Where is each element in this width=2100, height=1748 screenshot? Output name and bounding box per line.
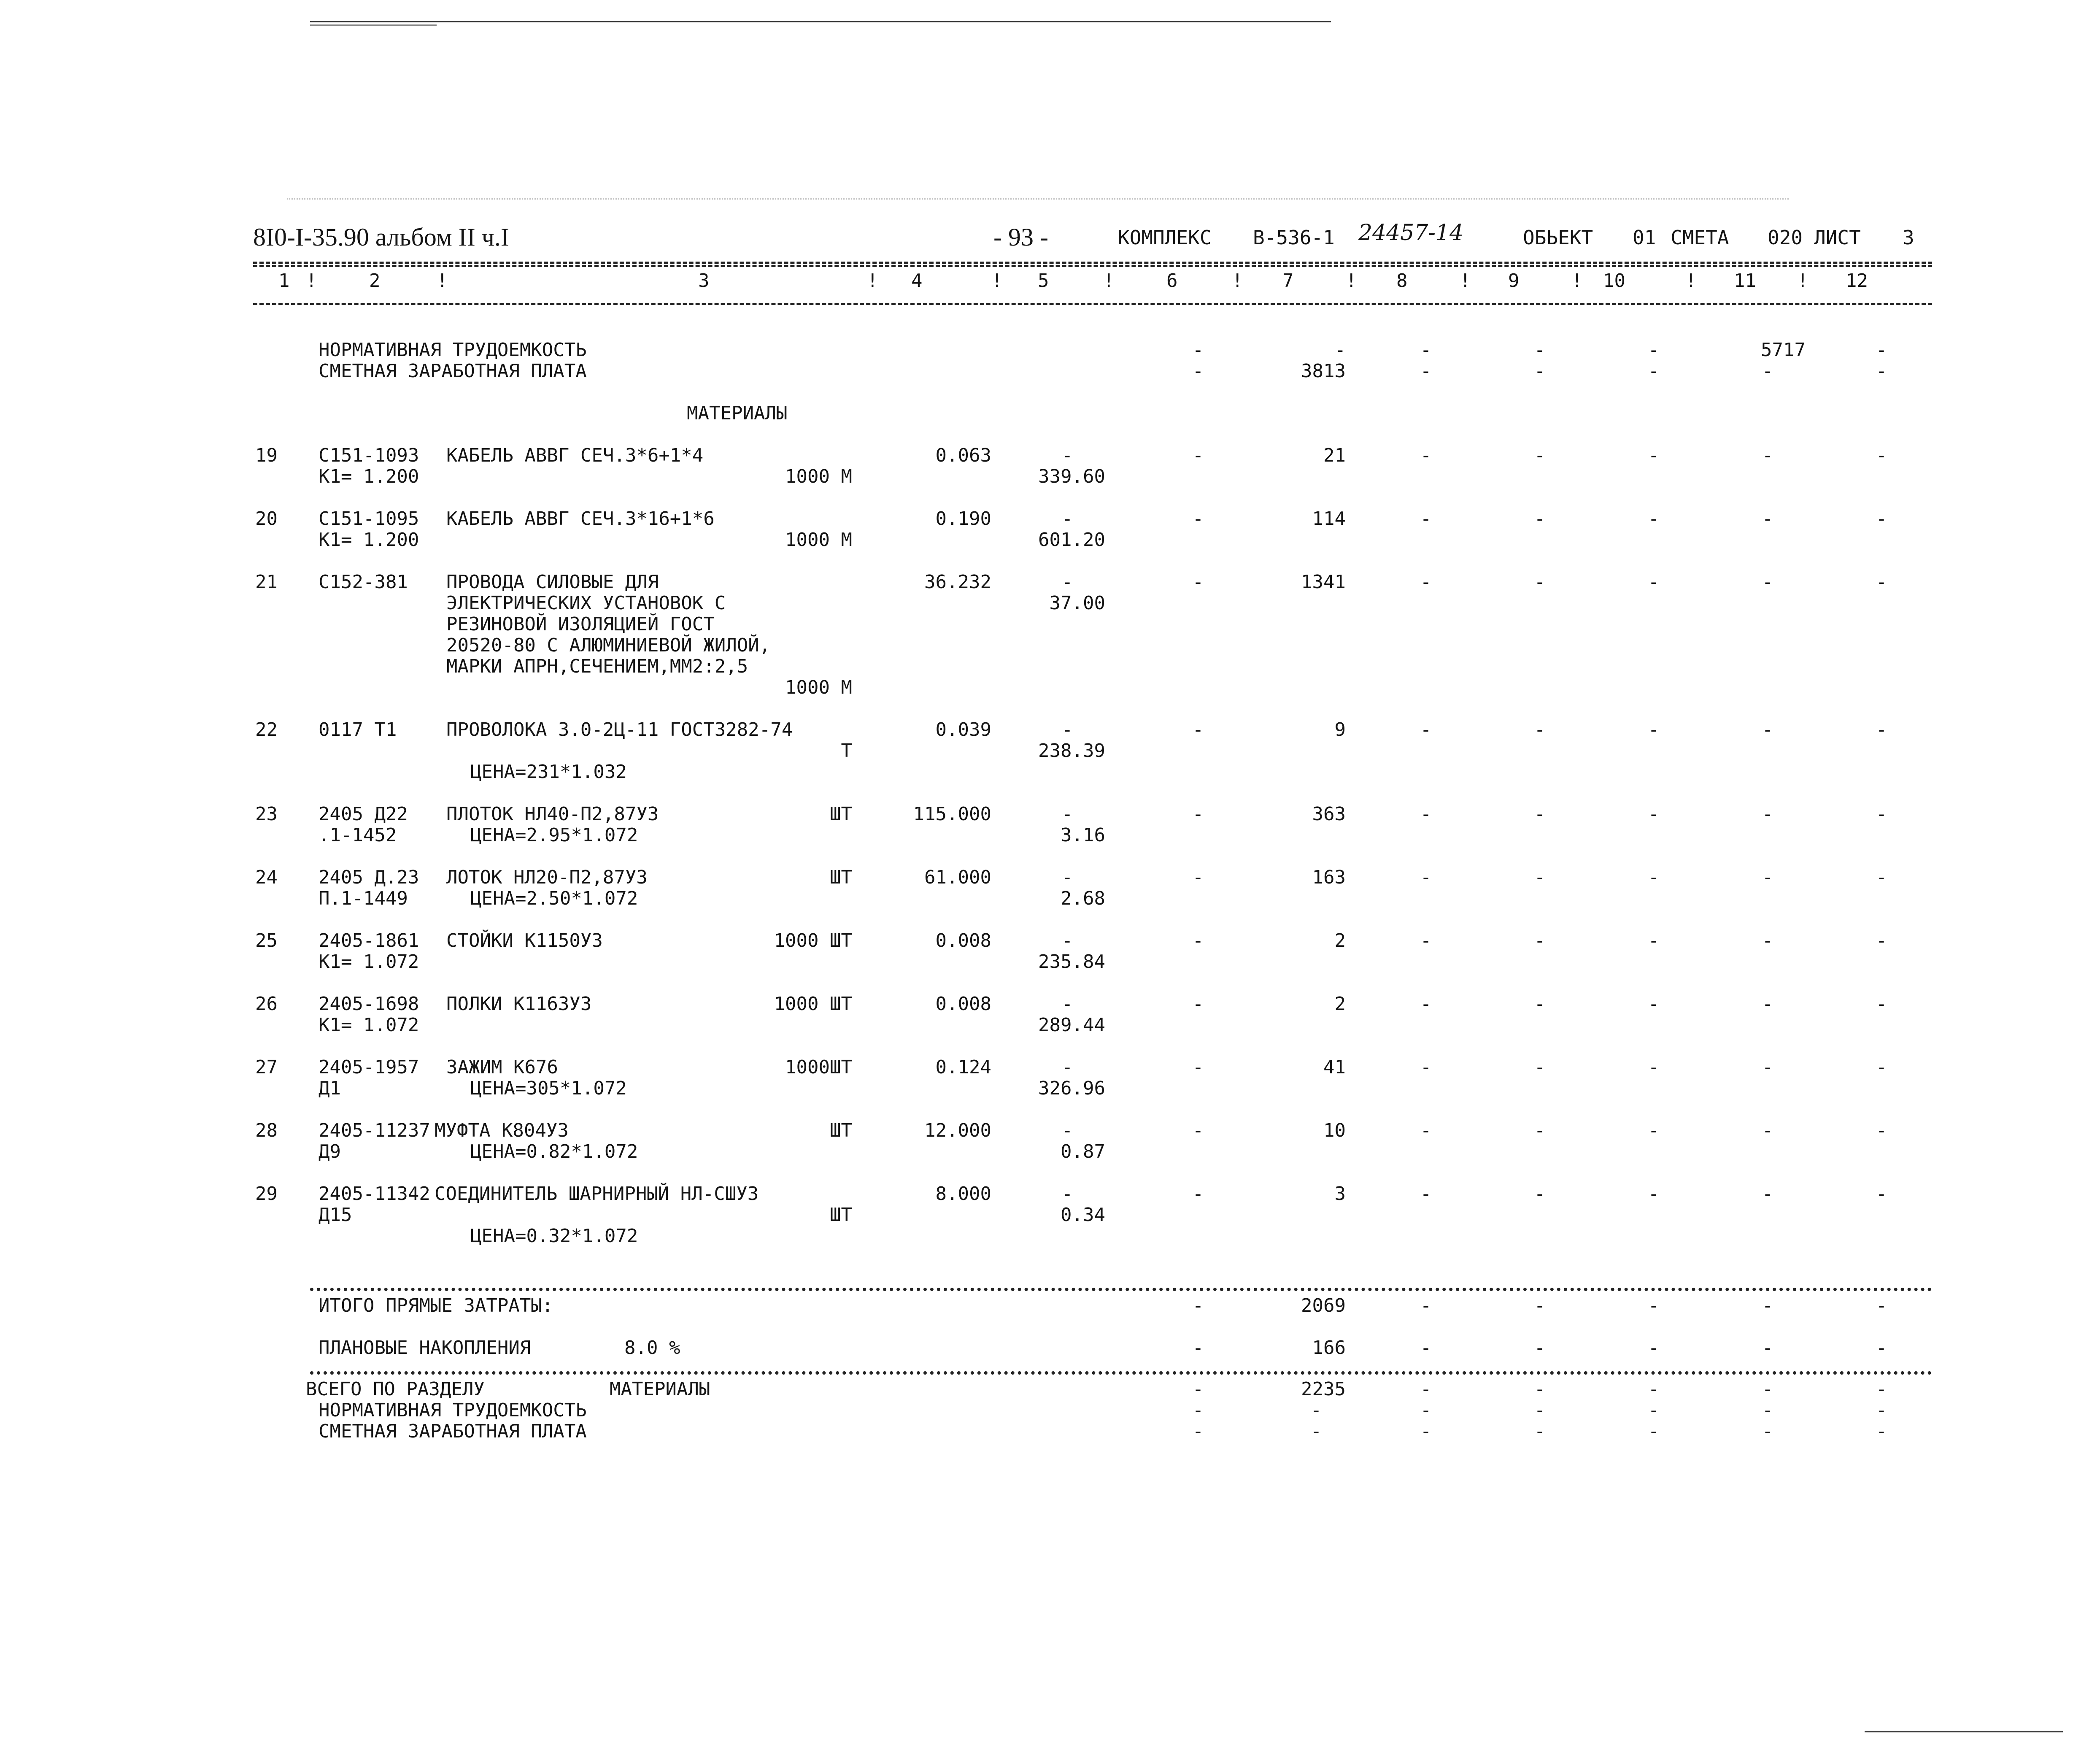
- row-price-dash: -: [1061, 719, 1073, 740]
- object-label: ОБЬЕКТ: [1523, 226, 1593, 249]
- row-unit: 1000 ШТ: [774, 930, 852, 951]
- row-code: 2405-11237: [319, 1120, 430, 1141]
- row-c7: 2: [1334, 993, 1346, 1015]
- col-9: 9: [1508, 270, 1520, 292]
- row-c8: -: [1420, 1120, 1432, 1141]
- row-c9: -: [1534, 930, 1546, 951]
- row-code-2: Д15: [319, 1204, 352, 1226]
- row-c11: -: [1762, 930, 1773, 951]
- wage-c7: 3813: [1301, 360, 1346, 382]
- row-c10: -: [1648, 1056, 1660, 1078]
- row-price-note: ЦЕНА=0.32*1.072: [470, 1225, 638, 1247]
- row-c8: -: [1420, 930, 1432, 951]
- row-c10: -: [1648, 803, 1660, 825]
- row-code-2: П.1-1449: [319, 888, 408, 909]
- row-c7: 114: [1312, 508, 1346, 530]
- wage-c9: -: [1534, 360, 1546, 382]
- total-wage-c11: -: [1762, 1421, 1773, 1442]
- row-code: С151-1095: [319, 508, 419, 530]
- header-rule-1: [253, 262, 1932, 264]
- row-c6: -: [1192, 445, 1204, 466]
- row-price: 326.96: [1038, 1078, 1105, 1099]
- row-c10: -: [1648, 445, 1660, 466]
- row-c8: -: [1420, 719, 1432, 740]
- total-wage-c6: -: [1192, 1421, 1204, 1442]
- row-name: КАБЕЛЬ АВВГ СЕЧ.3*6+1*4: [446, 445, 704, 466]
- row-code: 0117 Т1: [319, 719, 397, 740]
- row-c10: -: [1648, 1183, 1660, 1205]
- total-wage-c9: -: [1534, 1421, 1546, 1442]
- row-qty: 0.039: [935, 719, 991, 740]
- row-unit: 1000 М: [785, 529, 852, 551]
- col-sep: !: [1460, 270, 1471, 292]
- row-price: 601.20: [1038, 529, 1105, 551]
- row-c6: -: [1192, 719, 1204, 740]
- total-labor-c11: -: [1762, 1399, 1773, 1421]
- row-c10: -: [1648, 719, 1660, 740]
- row-price: 3.16: [1061, 824, 1105, 846]
- row-c8: -: [1420, 1183, 1432, 1205]
- row-price: 0.34: [1061, 1204, 1105, 1226]
- labor-c7: -: [1334, 339, 1346, 361]
- planned-label: ПЛАНОВЫЕ НАКОПЛЕНИЯ: [319, 1337, 531, 1359]
- row-qty: 12.000: [924, 1120, 991, 1141]
- row-price-dash: -: [1061, 1056, 1073, 1078]
- row-c11: -: [1762, 867, 1773, 888]
- labor-label: НОРМАТИВНАЯ ТРУДОЕМКОСТЬ: [319, 339, 587, 361]
- planned-c12: -: [1876, 1337, 1887, 1359]
- total-wage-label: СМЕТНАЯ ЗАРАБОТНАЯ ПЛАТА: [319, 1421, 587, 1442]
- col-sep: !: [437, 270, 448, 292]
- row-code-2: К1= 1.072: [319, 951, 419, 973]
- row-name: МУФТА К804У3: [435, 1120, 569, 1141]
- col-11: 11: [1734, 270, 1756, 292]
- col-sep: !: [1571, 270, 1583, 292]
- total-labor-c10: -: [1648, 1399, 1660, 1421]
- row-c10: -: [1648, 993, 1660, 1015]
- labor-c10: -: [1648, 339, 1660, 361]
- row-code: 2405-11342: [319, 1183, 430, 1205]
- row-code-2: К1= 1.200: [319, 529, 419, 551]
- col-sep: !: [1797, 270, 1808, 292]
- row-c11: -: [1762, 1056, 1773, 1078]
- row-qty: 61.000: [924, 867, 991, 888]
- col-3: 3: [698, 270, 710, 292]
- row-unit: ШТ: [830, 1204, 852, 1226]
- row-unit: 1000 М: [785, 677, 852, 698]
- row-c7: 41: [1323, 1056, 1346, 1078]
- column-number-row: [253, 270, 1932, 295]
- section-title: МАТЕРИАЛЫ: [687, 403, 788, 424]
- row-c6: -: [1192, 1183, 1204, 1205]
- wage-label: СМЕТНАЯ ЗАРАБОТНАЯ ПЛАТА: [319, 360, 587, 382]
- total-labor-c8: -: [1420, 1399, 1432, 1421]
- section-total-label: ВСЕГО ПО РАЗДЕЛУ: [306, 1378, 485, 1400]
- totals-dotted-rule: [310, 1288, 1932, 1291]
- row-c8: -: [1420, 445, 1432, 466]
- row-number: 23: [255, 803, 278, 825]
- section-c10: -: [1648, 1378, 1660, 1400]
- row-code: 2405-1861: [319, 930, 419, 951]
- row-c11: -: [1762, 571, 1773, 593]
- row-c11: -: [1762, 1183, 1773, 1205]
- direct-costs-label: ИТОГО ПРЯМЫЕ ЗАТРАТЫ:: [319, 1295, 553, 1316]
- row-price-dash: -: [1061, 571, 1073, 593]
- complex-label: КОМПЛЕКС: [1118, 226, 1212, 249]
- row-name: РЕЗИНОВОЙ ИЗОЛЯЦИЕЙ ГОСТ: [446, 613, 715, 635]
- row-c12: -: [1876, 867, 1887, 888]
- row-c8: -: [1420, 993, 1432, 1015]
- total-labor-c12: -: [1876, 1399, 1887, 1421]
- row-c10: -: [1648, 508, 1660, 530]
- total-labor-c9: -: [1534, 1399, 1546, 1421]
- labor-c12: -: [1876, 339, 1887, 361]
- row-c7: 21: [1323, 445, 1346, 466]
- section-c9: -: [1534, 1378, 1546, 1400]
- wage-c8: -: [1420, 360, 1432, 382]
- row-number: 19: [255, 445, 278, 466]
- total-wage-c10: -: [1648, 1421, 1660, 1442]
- row-price: 339.60: [1038, 466, 1105, 487]
- page-number: - 93 -: [993, 223, 1048, 251]
- row-unit: 1000ШТ: [785, 1056, 852, 1078]
- row-code: С151-1093: [319, 445, 419, 466]
- labor-c9: -: [1534, 339, 1546, 361]
- col-sep: !: [306, 270, 317, 292]
- row-price-note: ЦЕНА=231*1.032: [470, 761, 627, 783]
- total-wage-c8: -: [1420, 1421, 1432, 1442]
- row-number: 28: [255, 1120, 278, 1141]
- direct-c9: -: [1534, 1295, 1546, 1316]
- row-qty: 0.008: [935, 993, 991, 1015]
- row-unit: Т: [841, 740, 852, 762]
- row-c12: -: [1876, 930, 1887, 951]
- row-c6: -: [1192, 571, 1204, 593]
- planned-percent: 8.0 %: [624, 1337, 680, 1359]
- row-c11: -: [1762, 445, 1773, 466]
- row-c12: -: [1876, 993, 1887, 1015]
- total-labor-c6: -: [1192, 1399, 1204, 1421]
- labor-c8: -: [1420, 339, 1432, 361]
- row-c6: -: [1192, 803, 1204, 825]
- row-c8: -: [1420, 803, 1432, 825]
- planned-c9: -: [1534, 1337, 1546, 1359]
- labor-c6: -: [1192, 339, 1204, 361]
- row-unit: 1000 М: [785, 466, 852, 487]
- row-code: 2405 Д.23: [319, 867, 419, 888]
- col-8: 8: [1396, 270, 1408, 292]
- row-c6: -: [1192, 867, 1204, 888]
- row-name: ЛОТОК НЛ20-П2,87У3: [446, 867, 648, 888]
- row-price-note: ЦЕНА=0.82*1.072: [470, 1141, 638, 1162]
- row-number: 20: [255, 508, 278, 530]
- row-c7: 2: [1334, 930, 1346, 951]
- row-price-dash: -: [1061, 1120, 1073, 1141]
- page-header: [253, 220, 1932, 257]
- total-wage-c7: -: [1310, 1421, 1322, 1442]
- handwritten-number: 24457-14: [1358, 220, 1464, 246]
- row-c6: -: [1192, 1056, 1204, 1078]
- row-code-2: К1= 1.200: [319, 466, 419, 487]
- row-c12: -: [1876, 508, 1887, 530]
- col-5: 5: [1038, 270, 1049, 292]
- row-c9: -: [1534, 508, 1546, 530]
- row-unit: ШТ: [830, 803, 852, 825]
- row-c12: -: [1876, 1183, 1887, 1205]
- planned-c11: -: [1762, 1337, 1773, 1359]
- row-price-note: ЦЕНА=2.95*1.072: [470, 824, 638, 846]
- direct-c6: -: [1192, 1295, 1204, 1316]
- row-price-note: ЦЕНА=2.50*1.072: [470, 888, 638, 909]
- row-c7: 9: [1334, 719, 1346, 740]
- bottom-scan-line: [1865, 1731, 2063, 1732]
- col-7: 7: [1282, 270, 1294, 292]
- row-code-2: Д1: [319, 1078, 341, 1099]
- row-price-dash: -: [1061, 445, 1073, 466]
- col-sep: !: [867, 270, 878, 292]
- row-c11: -: [1762, 719, 1773, 740]
- section-c11: -: [1762, 1378, 1773, 1400]
- row-c9: -: [1534, 1056, 1546, 1078]
- row-unit: ШТ: [830, 1120, 852, 1141]
- col-6: 6: [1166, 270, 1178, 292]
- row-unit: 1000 ШТ: [774, 993, 852, 1015]
- row-qty: 8.000: [935, 1183, 991, 1205]
- top-faint-dots: [287, 198, 1789, 200]
- row-c7: 363: [1312, 803, 1346, 825]
- row-name: ПОЛКИ К1163У3: [446, 993, 592, 1015]
- row-c11: -: [1762, 993, 1773, 1015]
- row-c12: -: [1876, 1056, 1887, 1078]
- row-qty: 115.000: [913, 803, 991, 825]
- sheet-number: 3: [1903, 226, 1914, 249]
- row-qty: 0.124: [935, 1056, 991, 1078]
- row-name: СОЕДИНИТЕЛЬ ШАРНИРНЫЙ НЛ-СШУ3: [435, 1183, 759, 1205]
- row-qty: 0.190: [935, 508, 991, 530]
- row-price: 0.87: [1061, 1141, 1105, 1162]
- row-code: 2405-1698: [319, 993, 419, 1015]
- direct-c12: -: [1876, 1295, 1887, 1316]
- row-c9: -: [1534, 993, 1546, 1015]
- row-c10: -: [1648, 571, 1660, 593]
- complex-code: В-536-1: [1253, 226, 1335, 249]
- row-c6: -: [1192, 993, 1204, 1015]
- direct-c10: -: [1648, 1295, 1660, 1316]
- col-4: 4: [911, 270, 923, 292]
- col-2: 2: [369, 270, 381, 292]
- col-sep: !: [1103, 270, 1115, 292]
- total-labor-c7: -: [1310, 1399, 1322, 1421]
- estimate-number: 020: [1768, 226, 1803, 249]
- col-1: 1: [278, 270, 290, 292]
- row-name: ЗАЖИМ К676: [446, 1056, 558, 1078]
- row-c7: 10: [1323, 1120, 1346, 1141]
- col-sep: !: [1685, 270, 1697, 292]
- wage-c11: -: [1762, 360, 1773, 382]
- row-price-dash: -: [1061, 803, 1073, 825]
- row-c10: -: [1648, 867, 1660, 888]
- row-c9: -: [1534, 1120, 1546, 1141]
- row-c10: -: [1648, 930, 1660, 951]
- row-number: 22: [255, 719, 278, 740]
- row-code: 2405-1957: [319, 1056, 419, 1078]
- row-qty: 0.008: [935, 930, 991, 951]
- row-name: ЭЛЕКТРИЧЕСКИХ УСТАНОВОК С: [446, 592, 726, 614]
- row-c8: -: [1420, 508, 1432, 530]
- row-price-dash: -: [1061, 930, 1073, 951]
- row-c9: -: [1534, 867, 1546, 888]
- total-wage-c12: -: [1876, 1421, 1887, 1442]
- direct-c7: 2069: [1301, 1295, 1346, 1316]
- row-number: 24: [255, 867, 278, 888]
- row-name: КАБЕЛЬ АВВГ СЕЧ.3*16+1*6: [446, 508, 715, 530]
- row-name: ПРОВОДА СИЛОВЫЕ ДЛЯ: [446, 571, 659, 593]
- row-number: 26: [255, 993, 278, 1015]
- row-c6: -: [1192, 930, 1204, 951]
- row-c7: 3: [1334, 1183, 1346, 1205]
- row-c9: -: [1534, 571, 1546, 593]
- planned-c8: -: [1420, 1337, 1432, 1359]
- top-scan-line: [310, 21, 1331, 22]
- row-price: 235.84: [1038, 951, 1105, 973]
- top-scan-line-2: [310, 24, 437, 26]
- row-name: МАРКИ АПРН,СЕЧЕНИЕМ,ММ2:2,5: [446, 656, 748, 677]
- column-rule: [253, 303, 1932, 305]
- row-c12: -: [1876, 719, 1887, 740]
- wage-c10: -: [1648, 360, 1660, 382]
- planned-c10: -: [1648, 1337, 1660, 1359]
- row-number: 25: [255, 930, 278, 951]
- col-sep: !: [1232, 270, 1243, 292]
- row-c12: -: [1876, 445, 1887, 466]
- wage-c6: -: [1192, 360, 1204, 382]
- row-c11: -: [1762, 1120, 1773, 1141]
- row-c6: -: [1192, 1120, 1204, 1141]
- row-price-dash: -: [1061, 508, 1073, 530]
- row-c8: -: [1420, 867, 1432, 888]
- row-price-dash: -: [1061, 1183, 1073, 1205]
- row-c11: -: [1762, 803, 1773, 825]
- row-code: 2405 Д22: [319, 803, 408, 825]
- section-c7: 2235: [1301, 1378, 1346, 1400]
- row-code-2: Д9: [319, 1141, 341, 1162]
- row-c11: -: [1762, 508, 1773, 530]
- section-c12: -: [1876, 1378, 1887, 1400]
- row-name: ПРОВОЛОКА 3.0-2Ц-11 ГОСТ3282-74: [446, 719, 793, 740]
- row-code-2: .1-1452: [319, 824, 397, 846]
- row-name: ПЛОТОК НЛ40-П2,87У3: [446, 803, 659, 825]
- row-code-2: К1= 1.072: [319, 1014, 419, 1036]
- row-c8: -: [1420, 571, 1432, 593]
- row-number: 21: [255, 571, 278, 593]
- total-labor-label: НОРМАТИВНАЯ ТРУДОЕМКОСТЬ: [319, 1399, 587, 1421]
- object-number: 01: [1633, 226, 1656, 249]
- album-reference: 8I0-I-35.90 альбом II ч.I: [253, 223, 509, 251]
- row-c6: -: [1192, 508, 1204, 530]
- row-price: 238.39: [1038, 740, 1105, 762]
- row-c10: -: [1648, 1120, 1660, 1141]
- row-price: 2.68: [1061, 888, 1105, 909]
- direct-c11: -: [1762, 1295, 1773, 1316]
- row-price: 289.44: [1038, 1014, 1105, 1036]
- row-c12: -: [1876, 1120, 1887, 1141]
- col-10: 10: [1603, 270, 1625, 292]
- row-number: 29: [255, 1183, 278, 1205]
- section-c6: -: [1192, 1378, 1204, 1400]
- planned-c6: -: [1192, 1337, 1204, 1359]
- row-qty: 0.063: [935, 445, 991, 466]
- planned-c7: 166: [1312, 1337, 1346, 1359]
- row-c8: -: [1420, 1056, 1432, 1078]
- row-unit: ШТ: [830, 867, 852, 888]
- row-c12: -: [1876, 803, 1887, 825]
- row-c9: -: [1534, 445, 1546, 466]
- row-price-note: ЦЕНА=305*1.072: [470, 1078, 627, 1099]
- col-sep: !: [1346, 270, 1357, 292]
- col-12: 12: [1846, 270, 1868, 292]
- row-price: 37.00: [1049, 592, 1105, 614]
- row-c7: 163: [1312, 867, 1346, 888]
- row-c9: -: [1534, 719, 1546, 740]
- section-total-name: МАТЕРИАЛЫ: [610, 1378, 710, 1400]
- row-code: С152-381: [319, 571, 408, 593]
- row-c9: -: [1534, 803, 1546, 825]
- row-c12: -: [1876, 571, 1887, 593]
- row-name: 20520-80 С АЛЮМИНИЕВОЙ ЖИЛОЙ,: [446, 635, 771, 656]
- row-price-dash: -: [1061, 993, 1073, 1015]
- header-rule-2: [253, 265, 1932, 267]
- row-name: СТОЙКИ К1150У3: [446, 930, 603, 951]
- direct-c8: -: [1420, 1295, 1432, 1316]
- col-sep: !: [991, 270, 1003, 292]
- row-c9: -: [1534, 1183, 1546, 1205]
- section-total-dotted-rule: [310, 1371, 1932, 1375]
- labor-c11: 5717: [1761, 339, 1806, 361]
- wage-c12: -: [1876, 360, 1887, 382]
- estimate-label: СМЕТА: [1671, 226, 1729, 249]
- row-price-dash: -: [1061, 867, 1073, 888]
- section-c8: -: [1420, 1378, 1432, 1400]
- row-number: 27: [255, 1056, 278, 1078]
- row-qty: 36.232: [924, 571, 991, 593]
- sheet-label: ЛИСТ: [1814, 226, 1861, 249]
- row-c7: 1341: [1301, 571, 1346, 593]
